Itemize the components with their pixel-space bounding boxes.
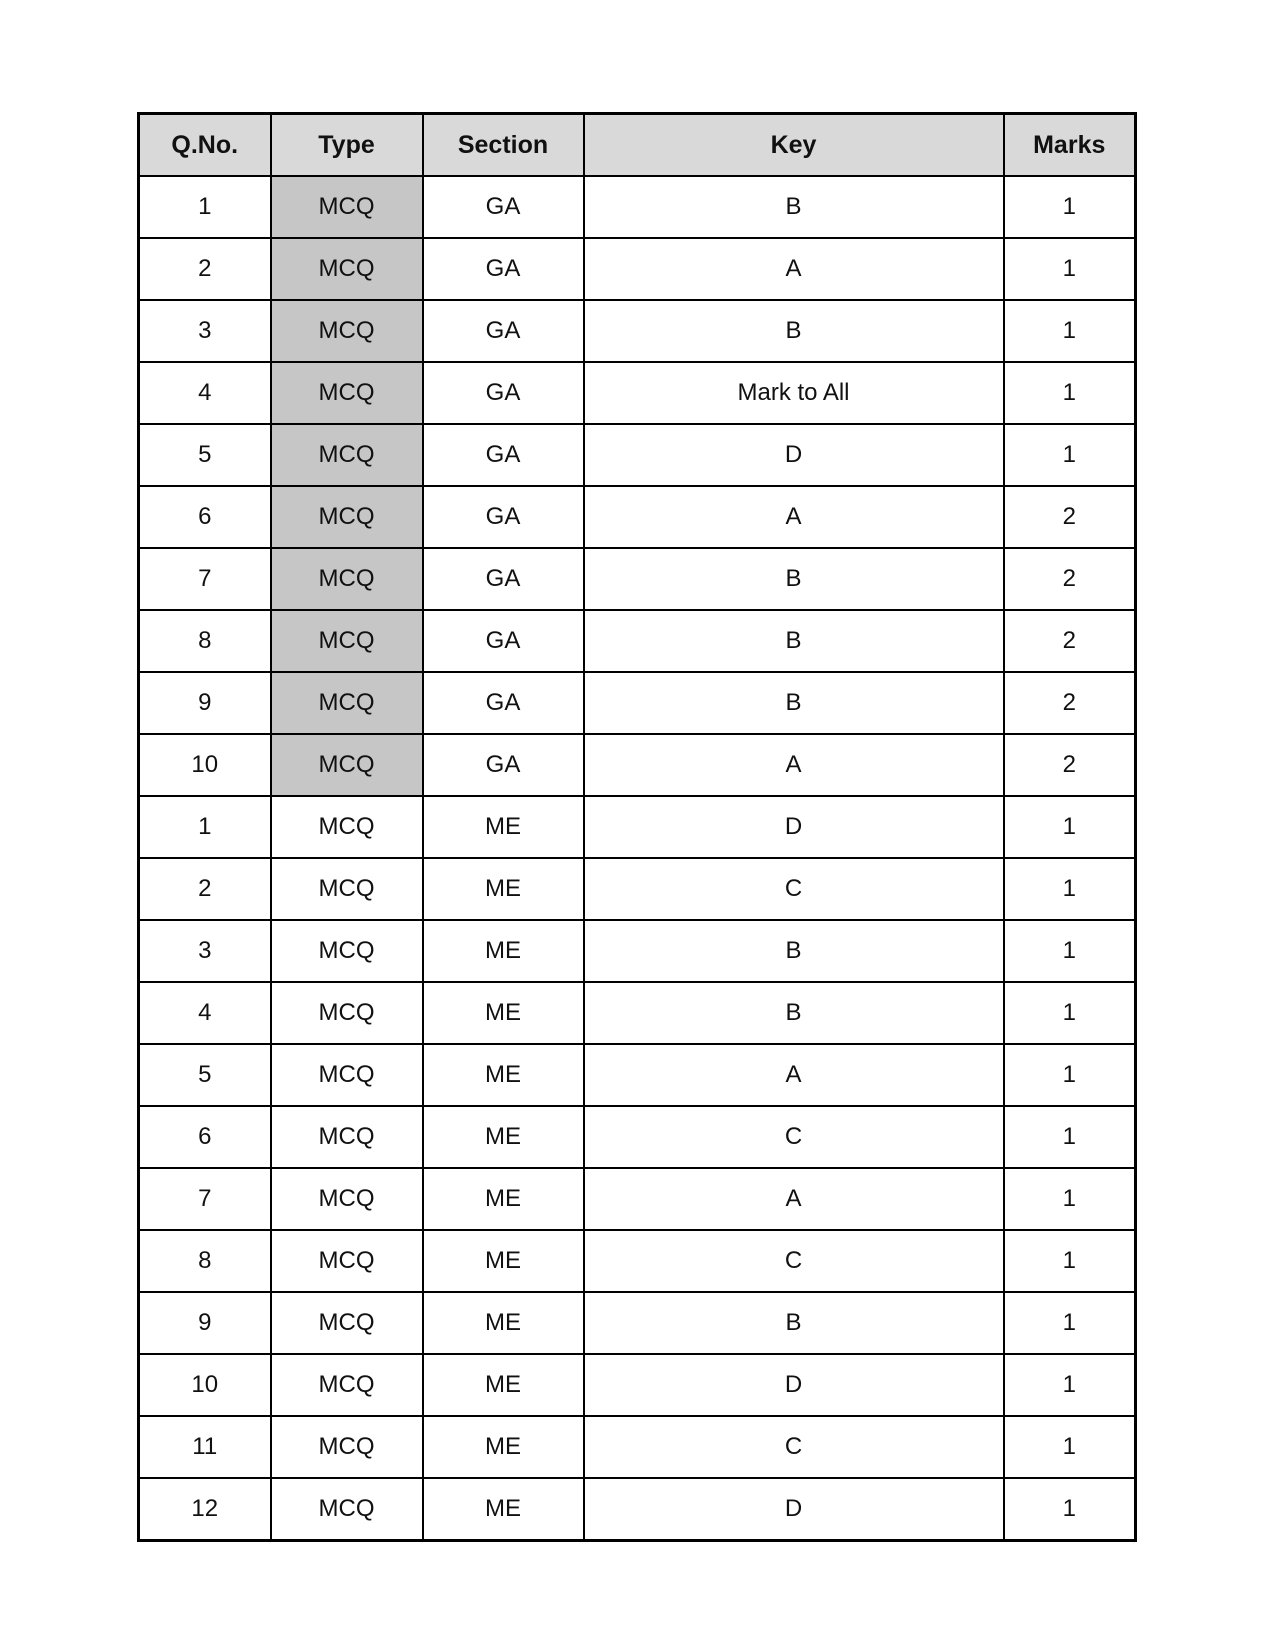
cell-type: MCQ: [271, 238, 423, 300]
cell-type: MCQ: [271, 1044, 423, 1106]
table-row: [139, 300, 1136, 362]
cell-key: A: [584, 238, 1004, 300]
table-row: [139, 734, 1136, 796]
cell-qno: 9: [139, 1292, 271, 1354]
cell-marks: 2: [1004, 672, 1136, 734]
cell-type: MCQ: [271, 486, 423, 548]
header-row: [139, 114, 1136, 177]
cell-qno: 11: [139, 1416, 271, 1478]
cell-type: MCQ: [271, 1292, 423, 1354]
cell-marks: 1: [1004, 362, 1136, 424]
cell-qno: 6: [139, 486, 271, 548]
cell-key: D: [584, 1478, 1004, 1541]
table-row: [139, 858, 1136, 920]
cell-type: MCQ: [271, 300, 423, 362]
cell-qno: 3: [139, 300, 271, 362]
cell-qno: 2: [139, 238, 271, 300]
table-row: [139, 1354, 1136, 1416]
cell-key: B: [584, 672, 1004, 734]
cell-key: B: [584, 982, 1004, 1044]
table-body: [139, 176, 1136, 1541]
cell-qno: 8: [139, 1230, 271, 1292]
cell-section: GA: [423, 424, 584, 486]
cell-key: C: [584, 1106, 1004, 1168]
cell-key: B: [584, 610, 1004, 672]
cell-qno: 8: [139, 610, 271, 672]
cell-marks: 1: [1004, 1354, 1136, 1416]
header-type: Type: [271, 114, 423, 177]
cell-key: B: [584, 1292, 1004, 1354]
cell-section: GA: [423, 610, 584, 672]
cell-key: A: [584, 486, 1004, 548]
cell-marks: 1: [1004, 796, 1136, 858]
table-row: [139, 362, 1136, 424]
table-row: [139, 796, 1136, 858]
table-row: [139, 982, 1136, 1044]
cell-section: ME: [423, 1106, 584, 1168]
cell-marks: 1: [1004, 858, 1136, 920]
table-row: [139, 610, 1136, 672]
header-qno: Q.No.: [139, 114, 271, 177]
table-row: [139, 238, 1136, 300]
table-row: [139, 672, 1136, 734]
cell-marks: 1: [1004, 920, 1136, 982]
cell-qno: 10: [139, 1354, 271, 1416]
header-marks: Marks: [1004, 114, 1136, 177]
cell-qno: 2: [139, 858, 271, 920]
cell-type: MCQ: [271, 920, 423, 982]
cell-section: ME: [423, 920, 584, 982]
cell-qno: 3: [139, 920, 271, 982]
cell-key: C: [584, 1416, 1004, 1478]
cell-type: MCQ: [271, 1478, 423, 1541]
cell-type: MCQ: [271, 734, 423, 796]
cell-qno: 9: [139, 672, 271, 734]
cell-marks: 1: [1004, 176, 1136, 238]
cell-marks: 1: [1004, 424, 1136, 486]
cell-qno: 1: [139, 796, 271, 858]
cell-type: MCQ: [271, 982, 423, 1044]
cell-key: C: [584, 1230, 1004, 1292]
header-section: Section: [423, 114, 584, 177]
cell-marks: 1: [1004, 238, 1136, 300]
table-row: [139, 1478, 1136, 1541]
cell-type: MCQ: [271, 796, 423, 858]
cell-marks: 2: [1004, 486, 1136, 548]
cell-section: GA: [423, 300, 584, 362]
cell-marks: 2: [1004, 548, 1136, 610]
cell-section: ME: [423, 1230, 584, 1292]
cell-type: MCQ: [271, 1354, 423, 1416]
cell-key: D: [584, 1354, 1004, 1416]
cell-type: MCQ: [271, 1416, 423, 1478]
header-key: Key: [584, 114, 1004, 177]
cell-key: D: [584, 424, 1004, 486]
cell-type: MCQ: [271, 1230, 423, 1292]
cell-key: C: [584, 858, 1004, 920]
cell-key: B: [584, 548, 1004, 610]
cell-section: GA: [423, 486, 584, 548]
cell-marks: 1: [1004, 1478, 1136, 1541]
table-row: [139, 1044, 1136, 1106]
cell-qno: 5: [139, 1044, 271, 1106]
table-row: [139, 1168, 1136, 1230]
cell-section: ME: [423, 796, 584, 858]
table-row: [139, 1106, 1136, 1168]
cell-section: ME: [423, 858, 584, 920]
cell-key: D: [584, 796, 1004, 858]
cell-key: Mark to All: [584, 362, 1004, 424]
cell-section: GA: [423, 238, 584, 300]
cell-key: B: [584, 300, 1004, 362]
cell-qno: 5: [139, 424, 271, 486]
cell-qno: 7: [139, 548, 271, 610]
cell-key: A: [584, 734, 1004, 796]
table-row: [139, 1230, 1136, 1292]
cell-section: ME: [423, 1044, 584, 1106]
cell-type: MCQ: [271, 176, 423, 238]
cell-marks: 2: [1004, 610, 1136, 672]
cell-section: ME: [423, 1478, 584, 1541]
cell-type: MCQ: [271, 424, 423, 486]
cell-marks: 2: [1004, 734, 1136, 796]
cell-qno: 1: [139, 176, 271, 238]
cell-qno: 10: [139, 734, 271, 796]
table-row: [139, 176, 1136, 238]
cell-type: MCQ: [271, 672, 423, 734]
cell-type: MCQ: [271, 858, 423, 920]
cell-section: GA: [423, 362, 584, 424]
cell-section: GA: [423, 176, 584, 238]
table-row: [139, 424, 1136, 486]
answer-key-table: [137, 112, 1137, 1542]
cell-section: GA: [423, 548, 584, 610]
cell-marks: 1: [1004, 1106, 1136, 1168]
cell-qno: 12: [139, 1478, 271, 1541]
table-row: [139, 486, 1136, 548]
cell-type: MCQ: [271, 610, 423, 672]
cell-marks: 1: [1004, 1292, 1136, 1354]
table-row: [139, 1292, 1136, 1354]
cell-section: GA: [423, 734, 584, 796]
cell-section: GA: [423, 672, 584, 734]
cell-qno: 4: [139, 362, 271, 424]
cell-marks: 1: [1004, 1416, 1136, 1478]
cell-section: ME: [423, 1416, 584, 1478]
cell-marks: 1: [1004, 982, 1136, 1044]
table-row: [139, 920, 1136, 982]
cell-section: ME: [423, 1292, 584, 1354]
cell-marks: 1: [1004, 300, 1136, 362]
cell-marks: 1: [1004, 1230, 1136, 1292]
cell-key: B: [584, 176, 1004, 238]
cell-qno: 4: [139, 982, 271, 1044]
cell-marks: 1: [1004, 1168, 1136, 1230]
cell-section: ME: [423, 1354, 584, 1416]
cell-key: A: [584, 1044, 1004, 1106]
cell-type: MCQ: [271, 362, 423, 424]
cell-type: MCQ: [271, 548, 423, 610]
cell-type: MCQ: [271, 1168, 423, 1230]
table-row: [139, 548, 1136, 610]
cell-type: MCQ: [271, 1106, 423, 1168]
cell-section: ME: [423, 1168, 584, 1230]
table-row: [139, 1416, 1136, 1478]
cell-key: B: [584, 920, 1004, 982]
cell-section: ME: [423, 982, 584, 1044]
cell-qno: 7: [139, 1168, 271, 1230]
cell-key: A: [584, 1168, 1004, 1230]
cell-qno: 6: [139, 1106, 271, 1168]
cell-marks: 1: [1004, 1044, 1136, 1106]
